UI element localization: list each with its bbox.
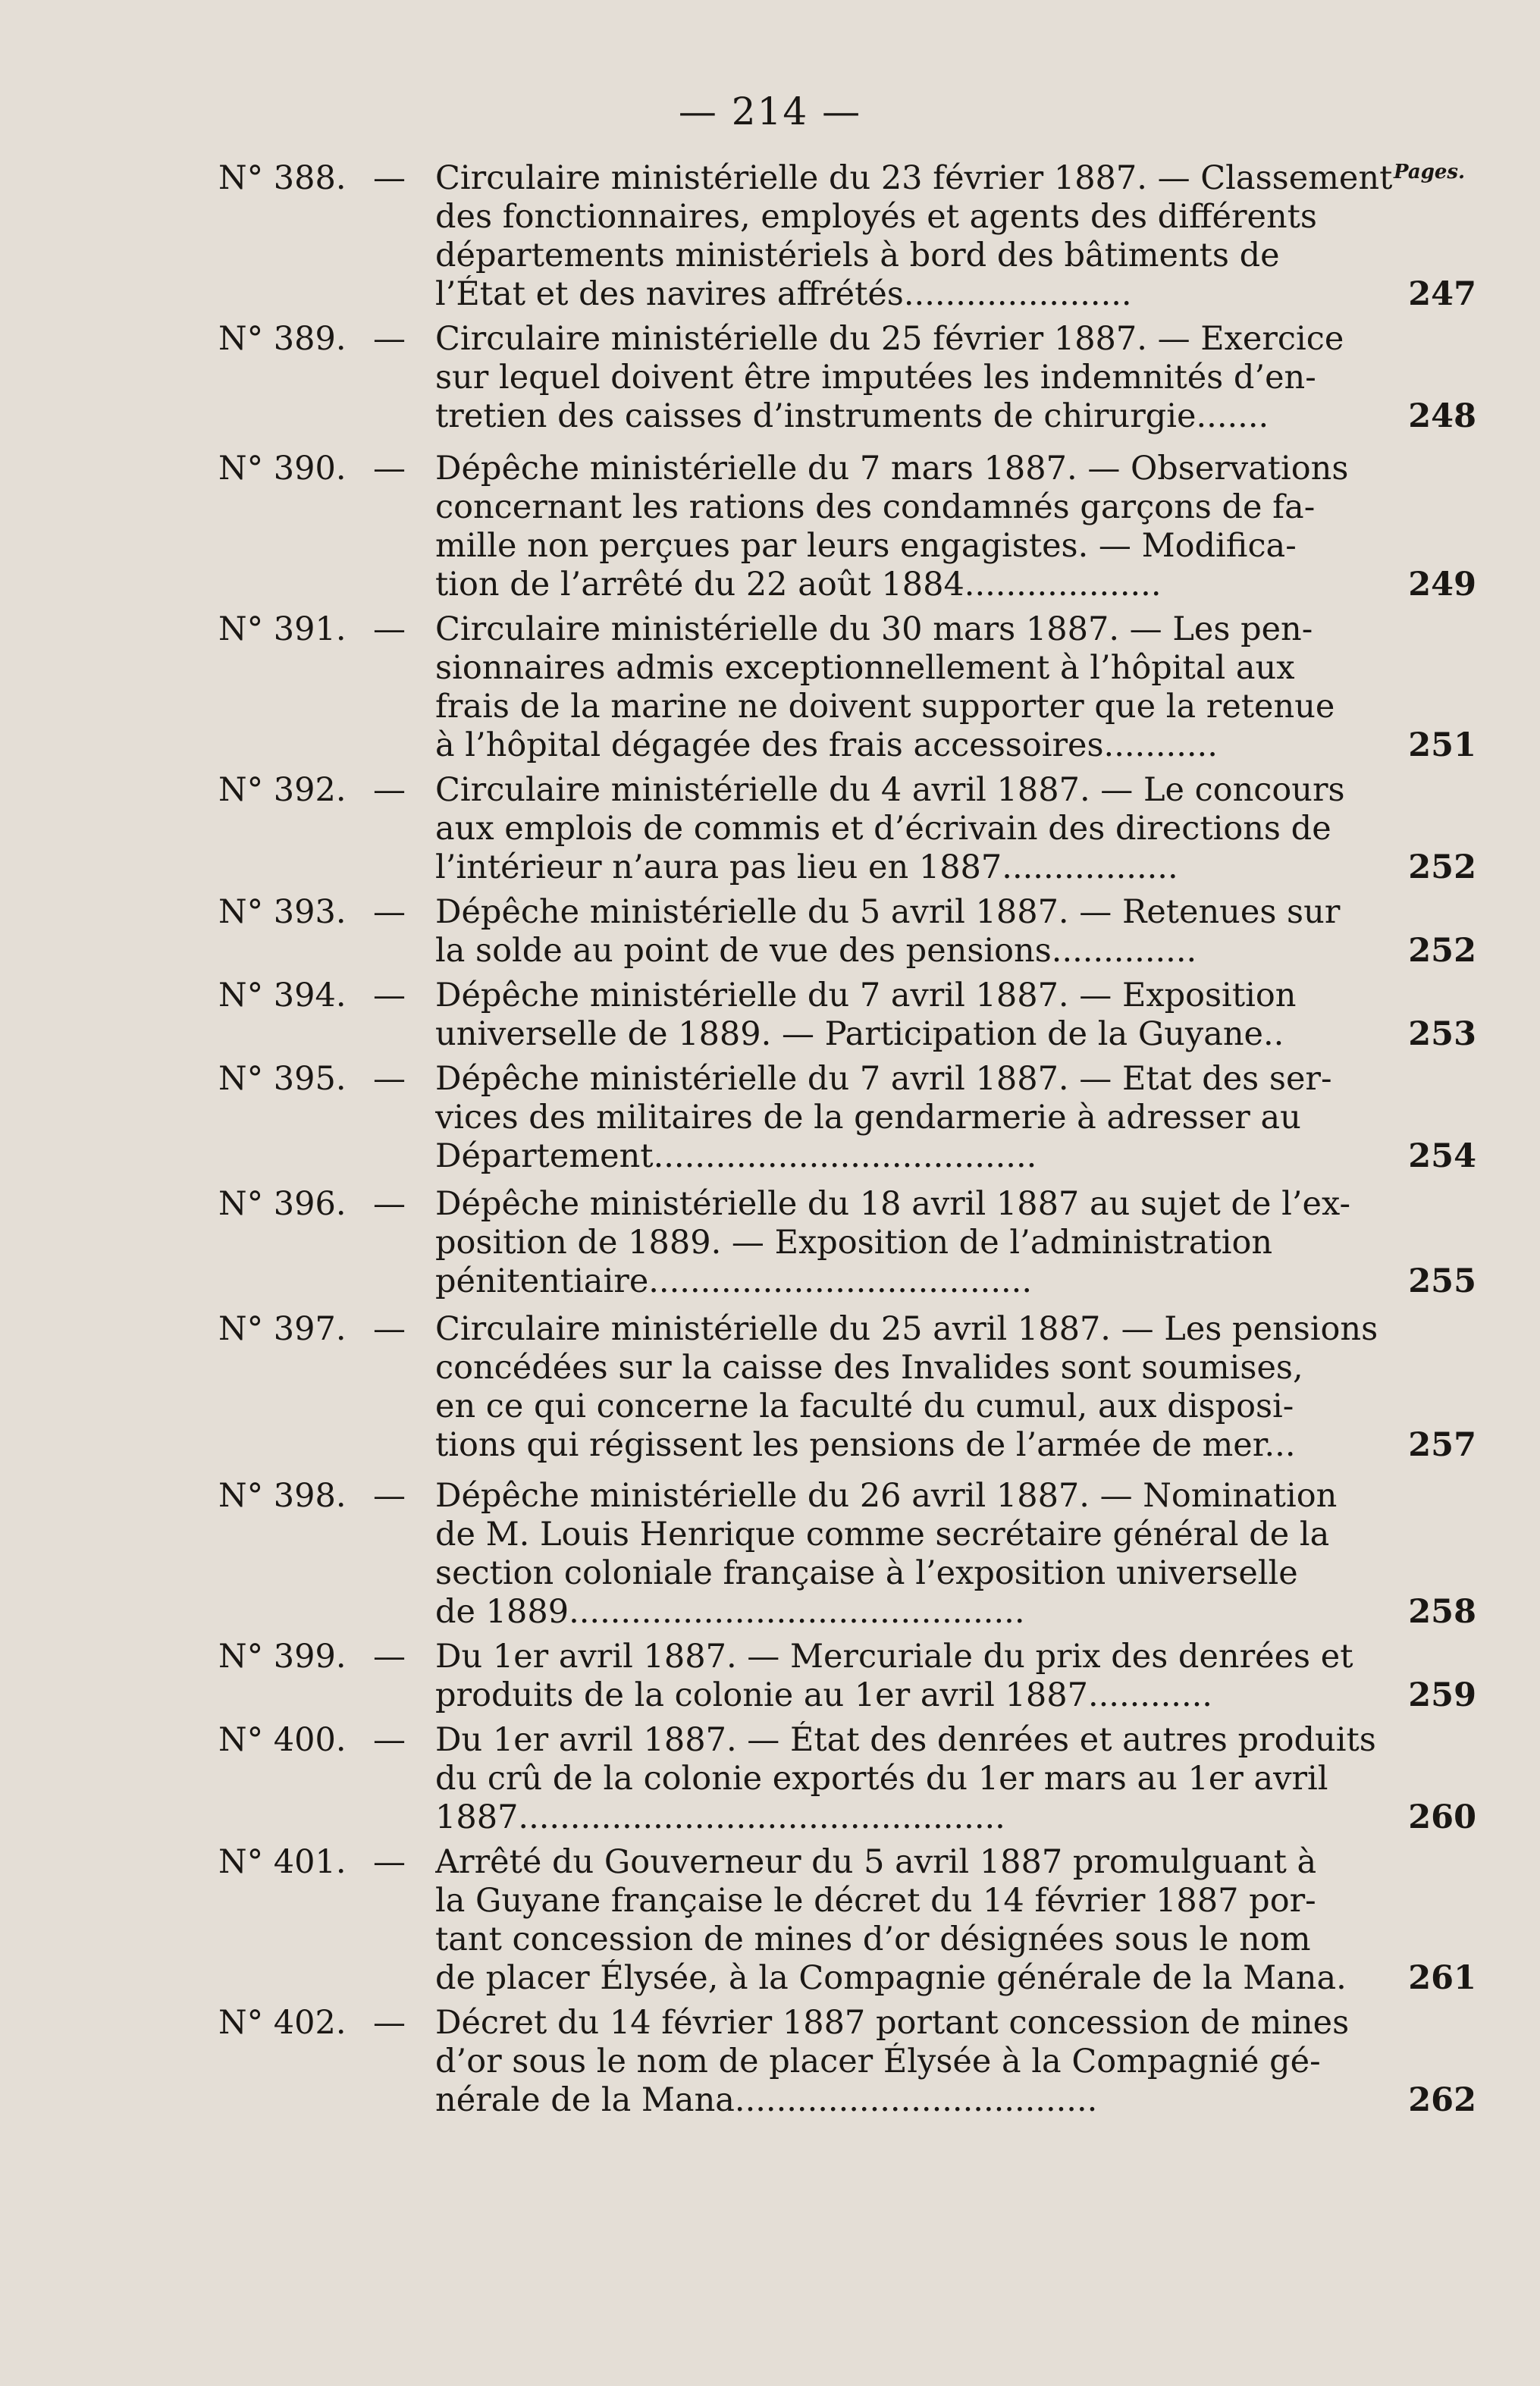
entry-dash: — — [373, 159, 406, 197]
entry-line: Du 1er avril 1887. — Mercuriale du prix des denrées et — [435, 1638, 1353, 1676]
entry-text — [435, 1477, 1400, 1632]
toc-entry — [0, 1185, 1540, 1301]
entry-page-ref: 253 — [1408, 1015, 1476, 1053]
entry-number: N° 400. — [218, 1721, 347, 1759]
entry-page-ref: 262 — [1408, 2081, 1476, 2119]
entry-line: départements ministériels à bord des bâtiments de — [435, 237, 1280, 274]
entry-line: sur lequel doivent être imputées les indemnités d’en- — [435, 359, 1316, 397]
entry-line: frais de la marine ne doivent supporter que la retenue — [435, 688, 1335, 726]
entry-dash: — — [373, 1310, 406, 1348]
entry-text — [435, 159, 1400, 314]
entry-number: N° 393. — [218, 893, 347, 931]
entry-line: Arrêté du Gouverneur du 5 avril 1887 promulguant à — [435, 1843, 1317, 1881]
entry-text — [435, 320, 1400, 436]
entry-dash: — — [373, 771, 406, 809]
entry-number: N° 395. — [218, 1060, 347, 1098]
entry-number: N° 396. — [218, 1185, 347, 1223]
entry-number: N° 401. — [218, 1843, 347, 1881]
toc-entry — [0, 1310, 1540, 1465]
entry-text — [435, 610, 1400, 765]
entry-page-ref: 247 — [1408, 275, 1476, 313]
entry-line: à l’hôpital dégagée des frais accessoires........... — [435, 726, 1218, 764]
entry-line: Décret du 14 février 1887 portant concession de mines — [435, 2004, 1350, 2042]
entry-text — [435, 1843, 1400, 1998]
entry-line: sionnaires admis exceptionnellement à l’hôpital aux — [435, 649, 1295, 687]
entry-line: Circulaire ministérielle du 25 avril 1887. — Les pensions — [435, 1310, 1378, 1348]
entry-number: N° 399. — [218, 1638, 347, 1676]
entry-dash: — — [373, 320, 406, 358]
entry-number: N° 398. — [218, 1477, 347, 1515]
entry-page-ref: 248 — [1408, 397, 1476, 435]
entry-number: N° 390. — [218, 450, 347, 488]
entry-text — [435, 2004, 1400, 2120]
entry-number: N° 392. — [218, 771, 347, 809]
entry-line: mille non perçues par leurs engagistes. — Modifica- — [435, 527, 1297, 565]
entry-page-ref: 249 — [1408, 566, 1476, 604]
entry-number: N° 389. — [218, 320, 347, 358]
entry-dash: — — [373, 1843, 406, 1881]
entry-number: N° 388. — [218, 159, 347, 197]
entry-line: concernant les rations des condamnés garçons de fa- — [435, 488, 1316, 526]
entry-dash: — — [373, 1638, 406, 1676]
entry-page-ref: 255 — [1408, 1262, 1476, 1300]
entry-line: Circulaire ministérielle du 23 février 1887. — Classement — [435, 159, 1393, 197]
toc-entry — [0, 1477, 1540, 1632]
entry-line: Dépêche ministérielle du 7 avril 1887. — Etat des ser- — [435, 1060, 1332, 1098]
entry-line: Dépêche ministérielle du 7 avril 1887. — Exposition — [435, 977, 1297, 1014]
pages-column-label: Pages. — [1394, 161, 1466, 183]
entry-dash: — — [373, 977, 406, 1014]
entry-line: Circulaire ministérielle du 25 février 1887. — Exercice — [435, 320, 1344, 358]
entry-dash: — — [373, 2004, 406, 2042]
entry-line: aux emplois de commis et d’écrivain des directions de — [435, 810, 1331, 848]
entry-page-ref: 251 — [1408, 726, 1476, 764]
entry-dash: — — [373, 1477, 406, 1515]
entry-line: l’État et des navires affrétés...................... — [435, 275, 1132, 313]
entry-line: l’intérieur n’aura pas lieu en 1887................. — [435, 848, 1178, 886]
entry-line: Dépêche ministérielle du 5 avril 1887. — Retenues sur — [435, 893, 1341, 931]
entry-text — [435, 1185, 1400, 1301]
entry-line: la solde au point de vue des pensions.............. — [435, 932, 1197, 970]
entry-line: section coloniale française à l’exposition universelle — [435, 1554, 1298, 1592]
entry-line: de placer Élysée, à la Compagnie générale de la Mana. — [435, 1959, 1347, 1997]
entry-page-ref: 257 — [1408, 1426, 1476, 1464]
entry-text — [435, 771, 1400, 887]
entry-line: de 1889............................................ — [435, 1593, 1025, 1631]
toc-entry — [0, 1843, 1540, 1998]
toc-entry — [0, 2004, 1540, 2120]
toc-entry — [0, 771, 1540, 887]
entry-line: tretien des caisses d’instruments de chirurgie....... — [435, 397, 1269, 435]
toc-entry — [0, 1060, 1540, 1176]
entry-page-ref: 259 — [1408, 1676, 1476, 1714]
entry-line: Dépêche ministérielle du 7 mars 1887. — Observations — [435, 450, 1349, 488]
entry-line: produits de la colonie au 1er avril 1887............ — [435, 1676, 1212, 1714]
entry-line: Dépêche ministérielle du 26 avril 1887. — Nomination — [435, 1477, 1338, 1515]
toc-entry — [0, 450, 1540, 604]
entry-number: N° 397. — [218, 1310, 347, 1348]
toc-entry — [0, 159, 1540, 314]
entry-text — [435, 977, 1400, 1054]
toc-entry — [0, 1638, 1540, 1715]
entry-line: d’or sous le nom de placer Élysée à la Compagnié gé- — [435, 2043, 1321, 2080]
entry-line: tion de l’arrêté du 22 août 1884................... — [435, 566, 1162, 604]
page-number: — 214 — — [678, 89, 862, 133]
entry-line: Circulaire ministérielle du 4 avril 1887. — Le concours — [435, 771, 1345, 809]
entry-line: tions qui régissent les pensions de l’armée de mer... — [435, 1426, 1296, 1464]
entry-page-ref: 252 — [1408, 848, 1476, 886]
entry-text — [435, 893, 1400, 970]
entry-line: universelle de 1889. — Participation de la Guyane.. — [435, 1015, 1284, 1053]
entry-dash: — — [373, 450, 406, 488]
toc-entry — [0, 610, 1540, 765]
toc-entries — [0, 159, 1540, 2126]
entry-line: du crû de la colonie exportés du 1er mars au 1er avril — [435, 1760, 1328, 1798]
entry-page-ref: 258 — [1408, 1593, 1476, 1631]
entry-page-ref: 261 — [1408, 1959, 1476, 1997]
entry-line: des fonctionnaires, employés et agents des différents — [435, 198, 1317, 236]
entry-dash: — — [373, 1060, 406, 1098]
entry-page-ref: 260 — [1408, 1798, 1476, 1836]
entry-number: N° 402. — [218, 2004, 347, 2042]
entry-dash: — — [373, 610, 406, 648]
entry-number: N° 391. — [218, 610, 347, 648]
entry-line: position de 1889. — Exposition de l’administration — [435, 1224, 1273, 1262]
entry-text — [435, 1638, 1400, 1715]
entry-text — [435, 450, 1400, 604]
toc-entry — [0, 977, 1540, 1054]
entry-text — [435, 1721, 1400, 1837]
entry-line: la Guyane française le décret du 14 février 1887 por- — [435, 1882, 1316, 1920]
toc-entry — [0, 893, 1540, 970]
entry-line: en ce qui concerne la faculté du cumul, aux disposi- — [435, 1387, 1294, 1425]
entry-line: Du 1er avril 1887. — État des denrées et autres produits — [435, 1721, 1376, 1759]
entry-page-ref: 252 — [1408, 932, 1476, 970]
entry-line: de M. Louis Henrique comme secrétaire général de la — [435, 1516, 1330, 1554]
entry-line: nérale de la Mana................................... — [435, 2081, 1098, 2119]
entry-line: concédées sur la caisse des Invalides sont soumises, — [435, 1349, 1303, 1387]
entry-number: N° 394. — [218, 977, 347, 1014]
toc-entry — [0, 320, 1540, 436]
toc-entry — [0, 1721, 1540, 1837]
entry-text — [435, 1310, 1400, 1465]
entry-dash: — — [373, 1721, 406, 1759]
entry-line: 1887............................................... — [435, 1798, 1005, 1836]
entry-dash: — — [373, 1185, 406, 1223]
entry-text — [435, 1060, 1400, 1176]
entry-page-ref: 254 — [1408, 1137, 1476, 1175]
entry-line: tant concession de mines d’or désignées sous le nom — [435, 1920, 1311, 1958]
entry-line: Circulaire ministérielle du 30 mars 1887. — Les pen- — [435, 610, 1313, 648]
entry-dash: — — [373, 893, 406, 931]
entry-line: vices des militaires de la gendarmerie à adresser au — [435, 1099, 1301, 1137]
entry-line: Dépêche ministérielle du 18 avril 1887 au sujet de l’ex- — [435, 1185, 1350, 1223]
entry-line: Département..................................... — [435, 1137, 1037, 1175]
entry-line: pénitentiaire..................................... — [435, 1262, 1032, 1300]
